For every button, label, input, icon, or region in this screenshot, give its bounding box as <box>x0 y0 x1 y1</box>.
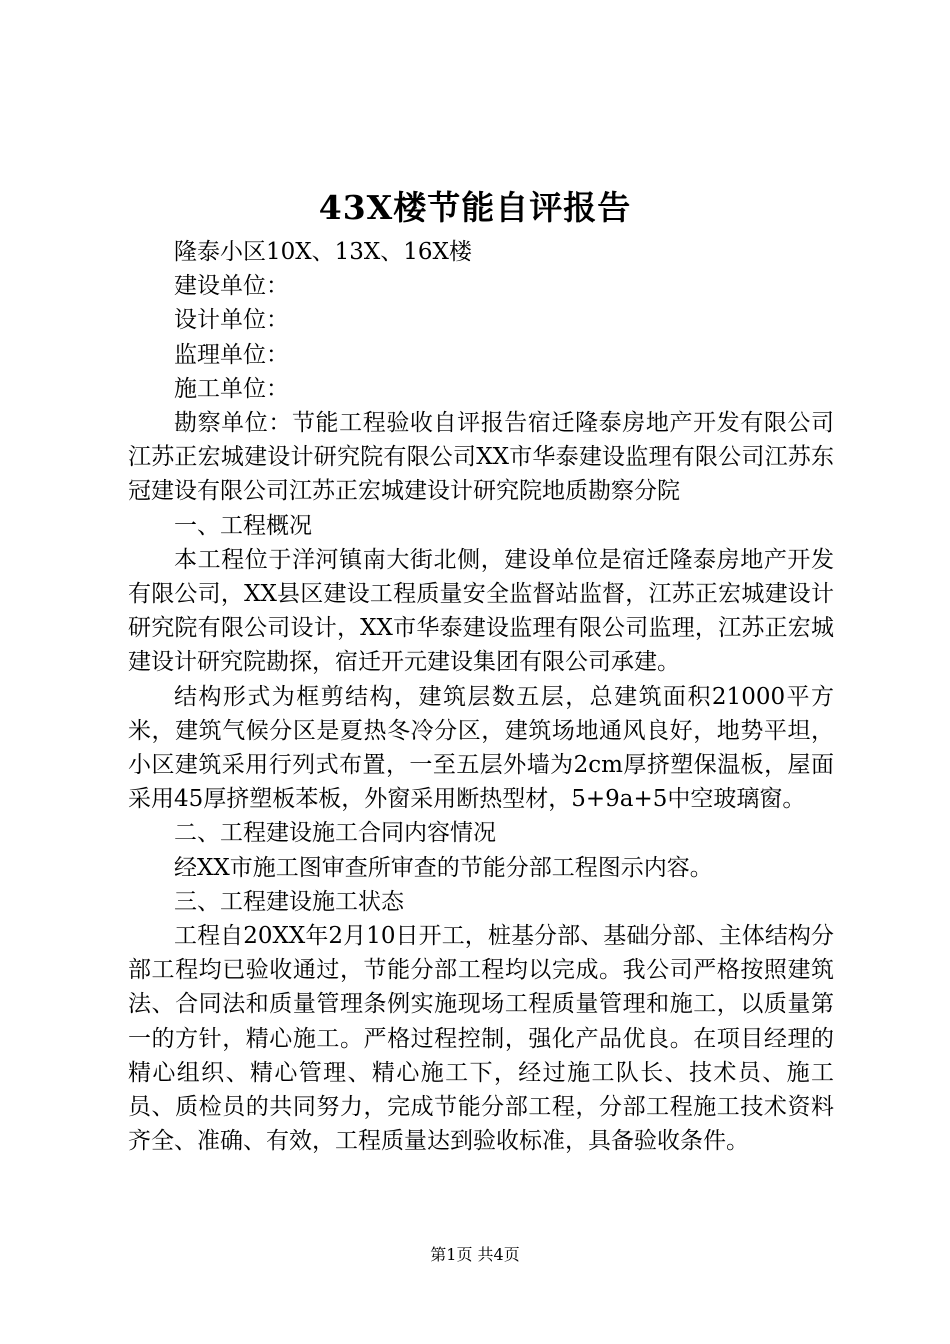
section-heading-contract: 二、工程建设施工合同内容情况 <box>174 820 496 847</box>
document-title: 43X楼节能自评报告 <box>318 188 632 227</box>
construction-unit-line: 建设单位： <box>174 273 289 300</box>
page-number-footer: 第1页 共4页 <box>430 1245 520 1264</box>
supervision-unit-line: 监理单位： <box>174 341 289 368</box>
section-heading-status: 三、工程建设施工状态 <box>174 888 404 915</box>
project-name-line: 隆泰小区10X、13X、16X楼 <box>174 239 472 265</box>
survey-unit-paragraph: 勘察单位：节能工程验收自评报告宿迁隆泰房地产开发有限公司江苏正宏城建设计研究院有限公司XX市华泰建设监理有限公司江苏东冠建设有限公司江苏正宏城建设计研究院地质勘察分院 <box>128 410 834 505</box>
contractor-unit-line: 施工单位： <box>174 375 289 402</box>
design-unit-line: 设计单位： <box>174 307 289 334</box>
contract-paragraph: 经XX市施工图审查所审查的节能分部工程图示内容。 <box>174 854 713 881</box>
status-paragraph: 工程自20XX年2月10日开工，桩基分部、基础分部、主体结构分部工程均已验收通过，节能分部工程均以完成。我公司严格按照建筑法、合同法和质量管理条例实施现场工程质量管理和施工，以质量第一的方针，精心施工。严格过程控制，强化产品优良。在项目经理的精心组织、精心管理、精心施工下，经过施工队长、技术员、施工员、质检员的共同努力，完成节能分部工程，分部工程施工技术资料齐全、准确、有效，工程质量达到验收标准，具备验收条件。 <box>128 923 834 1155</box>
document-body <box>128 235 834 1158</box>
section-heading-overview: 一、工程概况 <box>174 512 312 539</box>
overview-paragraph: 本工程位于洋河镇南大街北侧，建设单位是宿迁隆泰房地产开发有限公司，XX县区建设工程质量安全监督站监督，江苏正宏城建设计研究院有限公司设计，XX市华泰建设监理有限公司监理，江苏正宏城建设计研究院勘探，宿迁开元建设集团有限公司承建。 <box>128 546 834 676</box>
structure-paragraph: 结构形式为框剪结构，建筑层数五层，总建筑面积21000平方米，建筑气候分区是夏热冬冷分区，建筑场地通风良好，地势平坦，小区建筑采用行列式布置，一至五层外墙为2cm厚挤塑保温板，屋面采用45厚挤塑板苯板，外窗采用断热型材，5+9a+5中空玻璃窗。 <box>128 683 834 813</box>
